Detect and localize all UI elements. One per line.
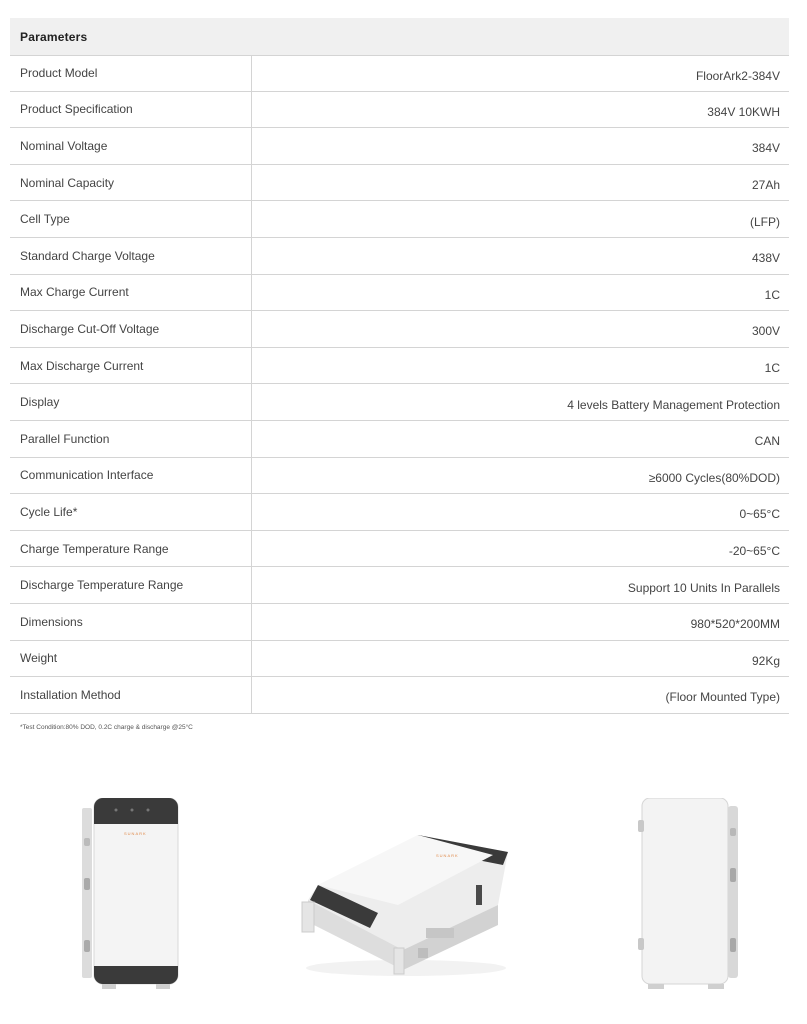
parameter-label: Product Specification (10, 92, 252, 128)
parameter-label: Nominal Voltage (10, 128, 252, 164)
table-row (10, 531, 789, 568)
parameter-label: Discharge Temperature Range (10, 567, 252, 603)
parameter-value: -20~65°C (728, 544, 780, 559)
parameter-label: Product Model (10, 56, 252, 91)
parameter-value: 980*520*200MM (690, 617, 780, 632)
battery-floor-view-image (298, 830, 514, 980)
table-row (10, 421, 789, 458)
battery-front-view-image (78, 798, 182, 990)
parameter-value: 384V 10KWH (707, 104, 780, 119)
parameter-label: Max Charge Current (10, 275, 252, 311)
parameter-value: 4 levels Battery Management Protection (567, 397, 780, 412)
parameter-value: (LFP) (750, 214, 780, 229)
parameter-value: 0~65°C (739, 507, 780, 522)
test-condition-footnote: *Test Condition:80% DOD, 0.2C charge & discharge @25°C (20, 724, 193, 731)
parameter-value: 384V (751, 141, 780, 156)
table-row (10, 567, 789, 604)
parameter-value: 92Kg (751, 653, 780, 668)
table-row (10, 238, 789, 275)
table-row (10, 275, 789, 312)
parameter-value: ≥6000 Cycles(80%DOD) (648, 470, 780, 485)
parameter-value: 1C (764, 287, 780, 302)
parameter-value: 300V (751, 324, 780, 339)
table-row (10, 348, 789, 385)
table-row (10, 92, 789, 129)
table-body (10, 55, 789, 714)
table-row (10, 604, 789, 641)
table-row (10, 384, 789, 421)
parameter-label: Communication Interface (10, 458, 252, 494)
parameter-value: Support 10 Units In Parallels (627, 580, 780, 595)
table-row (10, 641, 789, 678)
parameter-label: Discharge Cut-Off Voltage (10, 311, 252, 347)
parameter-value: 1C (764, 361, 780, 376)
table-header: Parameters (10, 18, 789, 55)
parameter-value: CAN (754, 434, 780, 449)
parameter-value: FloorArk2-384V (695, 68, 780, 83)
parameters-table (10, 18, 789, 714)
table-row (10, 458, 789, 495)
parameter-label: Standard Charge Voltage (10, 238, 252, 274)
parameter-label: Max Discharge Current (10, 348, 252, 384)
parameter-label: Display (10, 384, 252, 420)
parameter-label: Weight (10, 641, 252, 677)
parameter-label: Cycle Life* (10, 494, 252, 530)
parameter-value: 27Ah (751, 178, 780, 193)
battery-back-view-image (634, 798, 744, 990)
parameter-label: Installation Method (10, 677, 252, 713)
table-row (10, 55, 789, 92)
table-row (10, 165, 789, 202)
brand-logo: SUNARK (436, 853, 459, 858)
table-row (10, 494, 789, 531)
table-row (10, 311, 789, 348)
parameter-value: 438V (751, 251, 780, 266)
parameter-label: Nominal Capacity (10, 165, 252, 201)
parameter-value: (Floor Mounted Type) (665, 690, 780, 705)
table-row (10, 677, 789, 714)
parameter-label: Charge Temperature Range (10, 531, 252, 567)
table-row (10, 128, 789, 165)
brand-logo: SUNARK (124, 831, 147, 836)
parameter-label: Cell Type (10, 201, 252, 237)
parameter-label: Dimensions (10, 604, 252, 640)
parameter-label: Parallel Function (10, 421, 252, 457)
table-row (10, 201, 789, 238)
